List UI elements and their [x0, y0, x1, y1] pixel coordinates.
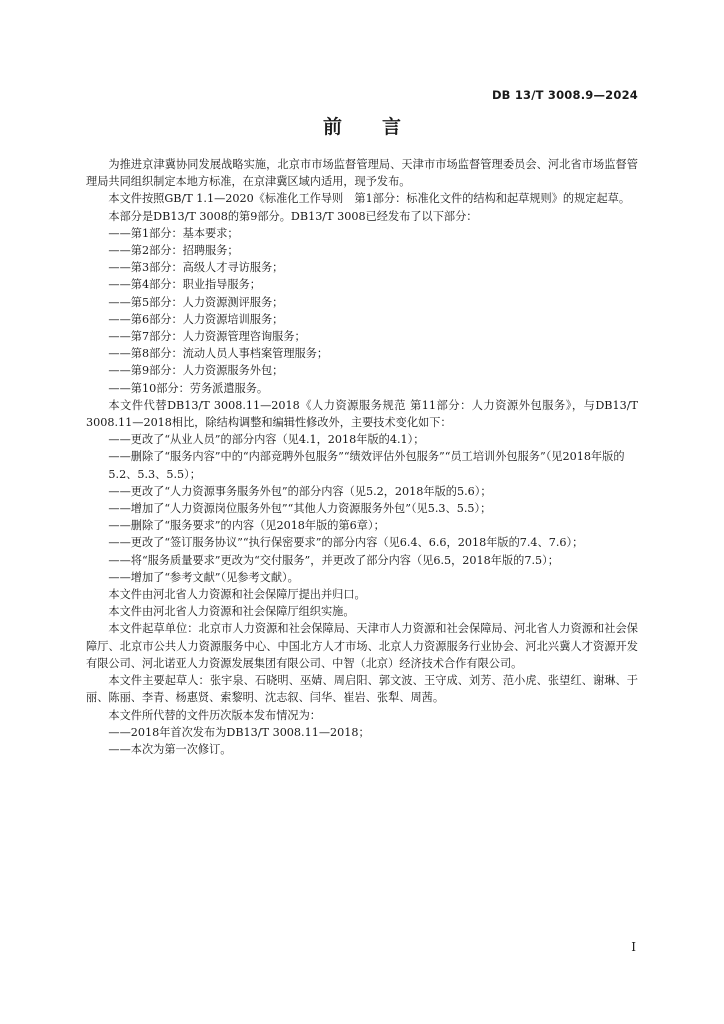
- list-item-part: ——第9部分：人力资源服务外包；: [108, 364, 284, 378]
- list-item-part: ——第8部分：流动人员人事档案管理服务；: [108, 347, 329, 361]
- page-number: I: [631, 940, 636, 954]
- list-item-change: ——增加了“人力资源岗位服务外包”“其他人力资源服务外包”（见5.3、5.5）；: [108, 502, 492, 516]
- document-code: DB 13/T 3008.9—2024: [491, 88, 638, 102]
- foreword-body: [86, 156, 638, 758]
- list-item-change: ——更改了“从业人员”的部分内容（见4.1，2018年版的4.1）；: [108, 433, 425, 447]
- list-item-change: ——删除了“服务要求”的内容（见2018年版的第6章）；: [108, 519, 385, 533]
- list-item-part: ——第1部分：基本要求；: [108, 226, 239, 240]
- paragraph-history-intro: 本文件所代替的文件历次版本发布情况为：: [108, 708, 321, 722]
- paragraph-implementer: 本文件由河北省人力资源和社会保障厅组织实施。: [108, 605, 355, 619]
- list-item-history: ——本次为第一次修订。: [108, 742, 232, 756]
- list-item-part: ——第4部分：职业指导服务；: [108, 278, 261, 292]
- paragraph-part-info: 本部分是DB13/T 3008的第9部分。DB13/T 3008已经发布了以下部分：: [108, 209, 478, 223]
- paragraph-purpose: 为推进京津冀协同发展战略实施，北京市市场监督管理局、天津市市场监督管理委员会、河北省市场监督管理局共同组织制定本地方标准，在京津冀区域内适用，现予发布。: [86, 158, 638, 189]
- list-item-change: ——更改了“人力资源事务服务外包”的部分内容（见5.2，2018年版的5.6）；: [108, 484, 492, 498]
- paragraph-replaces: 本文件代替DB13/T 3008.11—2018《人力资源服务规范 第11部分：人力资源外包服务》，与DB13/T 3008.11—2018相比，除结构调整和编辑性修改外，主要技术变化如下：: [86, 398, 638, 430]
- list-item-part: ——第5部分：人力资源测评服务；: [108, 295, 284, 309]
- page-title: 前言: [322, 116, 441, 138]
- paragraph-drafting-units: 本文件起草单位：北京市人力资源和社会保障局、天津市人力资源和社会保障局、河北省人力资源和社会保障厅、北京市公共人力资源服务中心、中国北方人才市场、北京人力资源服务行业协会、河北兴冀人才资源开发有限公司、河北诺亚人力资源发展集团有限公司、中智（北京）经济技术合作有限公司。: [86, 622, 638, 670]
- list-item-change: ——更改了“签订服务协议”“执行保密要求”的部分内容（见6.4、6.6，2018年版的7.4、7.6）；: [108, 536, 584, 550]
- list-item-part: ——第7部分：人力资源管理咨询服务；: [108, 330, 306, 344]
- paragraph-proposer: 本文件由河北省人力资源和社会保障厅提出并归口。: [108, 588, 366, 602]
- paragraph-drafting-rules: 本文件按照GB/T 1.1—2020《标准化工作导则 第1部分：标准化文件的结构和起草规则》的规定起草。: [108, 192, 631, 206]
- list-item-change: ——删除了“服务内容”中的“内部竞聘外包服务”“绩效评估外包服务”“员工培训外包服务”（见2018年版的5.2、5.3、5.5）；: [108, 450, 625, 481]
- list-item-change: ——将“服务质量要求”更改为“交付服务”，并更改了部分内容（见6.5，2018年版的7.5）；: [108, 553, 559, 567]
- list-item-part: ——第10部分：劳务派遣服务。: [108, 381, 269, 395]
- list-item-history: ——2018年首次发布为DB13/T 3008.11—2018；: [108, 725, 370, 739]
- paragraph-drafters: 本文件主要起草人：张宇泉、石晓明、巫婧、周启阳、郭文波、王守成、刘芳、范小虎、张望红、谢琳、于丽、陈丽、李青、杨惠贤、索黎明、沈志叙、闫华、崔岩、张犁、周茜。: [86, 674, 638, 705]
- list-item-change: ——增加了“参考文献”（见参考文献）。: [108, 570, 299, 584]
- list-item-part: ——第2部分：招聘服务；: [108, 244, 239, 258]
- list-item-part: ——第6部分：人力资源培训服务；: [108, 312, 284, 326]
- list-item-part: ——第3部分：高级人才寻访服务；: [108, 261, 284, 275]
